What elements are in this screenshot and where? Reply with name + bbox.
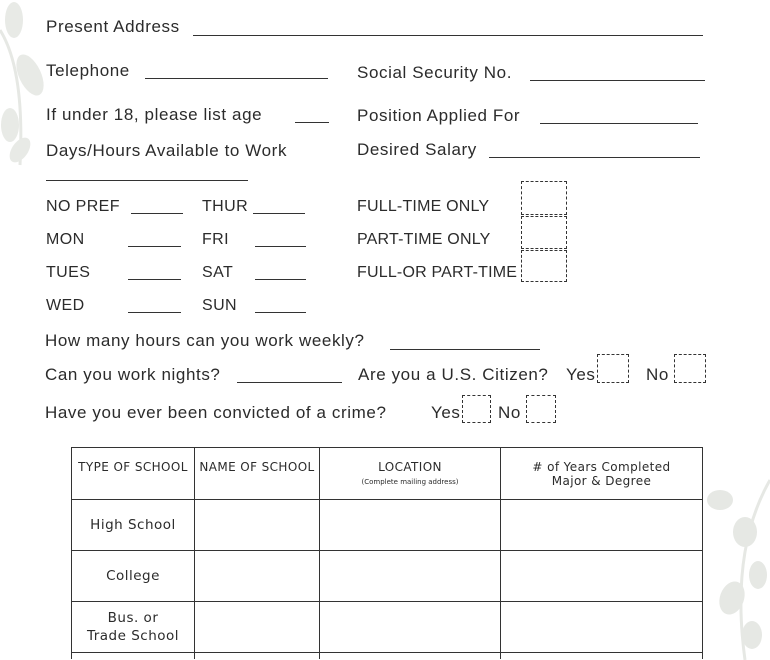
hours-weekly-field[interactable] [390,349,540,350]
high-school-location-cell[interactable] [320,500,501,551]
empty-cell [72,653,195,660]
row-type-high-school: High School [72,500,195,551]
full-or-part-time-checkbox[interactable] [521,250,567,282]
present-address-field[interactable] [193,35,703,36]
name-of-school-header: NAME OF SCHOOL [195,448,320,500]
type-of-school-header: TYPE OF SCHOOL [72,448,195,500]
age-label: If under 18, please list age [46,105,263,124]
day-fri-field[interactable] [255,246,306,247]
major-degree-subheader: Major & Degree [551,474,652,488]
high-school-years-cell[interactable] [501,500,703,551]
day-sat-field[interactable] [255,279,306,280]
day-tues-field[interactable] [128,279,181,280]
day-thur-label: THUR [202,198,249,215]
day-fri-label: FRI [202,231,229,248]
telephone-label: Telephone [46,61,130,80]
day-tues-label: TUES [46,264,91,281]
row-type-trade-school: Bus. or Trade School [72,602,195,653]
days-hours-field[interactable] [46,180,248,181]
full-time-only-checkbox[interactable] [521,181,567,215]
nights-label: Can you work nights? [45,365,221,384]
convicted-label: Have you ever been convicted of a crime? [45,403,387,422]
day-no-pref-label: NO PREF [46,198,120,215]
position-field[interactable] [540,123,698,124]
convicted-yes-checkbox[interactable] [462,395,491,423]
present-address-label: Present Address [46,17,180,36]
part-time-only-label: PART-TIME ONLY [357,231,491,248]
trade-school-location-cell[interactable] [320,602,501,653]
college-name-cell[interactable] [195,551,320,602]
day-sun-label: SUN [202,297,237,314]
telephone-field[interactable] [145,78,328,79]
nights-field[interactable] [237,382,342,383]
day-sat-label: SAT [202,264,234,281]
location-header: LOCATION (Complete mailing address) [320,448,501,500]
table-row [72,653,703,660]
trade-school-name-cell[interactable] [195,602,320,653]
full-time-only-label: FULL-TIME ONLY [357,198,490,215]
high-school-name-cell[interactable] [195,500,320,551]
college-years-cell[interactable] [501,551,703,602]
days-hours-label: Days/Hours Available to Work [46,141,288,160]
convicted-yes-label: Yes [431,403,461,422]
ssn-field[interactable] [530,80,705,81]
day-thur-field[interactable] [253,213,305,214]
day-no-pref-field[interactable] [131,213,183,214]
college-location-cell[interactable] [320,551,501,602]
day-mon-field[interactable] [128,246,181,247]
row-type-college: College [72,551,195,602]
citizen-yes-label: Yes [566,365,596,384]
citizen-no-checkbox[interactable] [674,354,706,383]
convicted-no-label: No [498,403,521,422]
empty-cell [320,653,501,660]
ssn-label: Social Security No. [357,63,513,82]
empty-cell [195,653,320,660]
part-time-only-checkbox[interactable] [521,216,567,249]
day-mon-label: MON [46,231,85,248]
day-sun-field[interactable] [255,312,306,313]
convicted-no-checkbox[interactable] [526,395,556,423]
position-label: Position Applied For [357,106,521,125]
location-subheader: (Complete mailing address) [361,478,459,486]
citizen-yes-checkbox[interactable] [597,354,629,383]
education-table [71,447,703,659]
table-row [72,551,703,602]
age-field[interactable] [295,122,329,123]
trade-school-years-cell[interactable] [501,602,703,653]
citizen-label: Are you a U.S. Citizen? [358,365,549,384]
empty-cell [501,653,703,660]
day-wed-field[interactable] [128,312,181,313]
full-or-part-time-label: FULL-OR PART-TIME [357,264,518,281]
table-row [72,500,703,551]
table-row [72,602,703,653]
day-wed-label: WED [46,297,85,314]
hours-weekly-label: How many hours can you work weekly? [45,331,365,350]
years-completed-header: # of Years Completed Major & Degree [501,448,703,500]
salary-label: Desired Salary [357,140,477,159]
table-header-row [72,448,703,500]
citizen-no-label: No [646,365,669,384]
salary-field[interactable] [489,157,700,158]
